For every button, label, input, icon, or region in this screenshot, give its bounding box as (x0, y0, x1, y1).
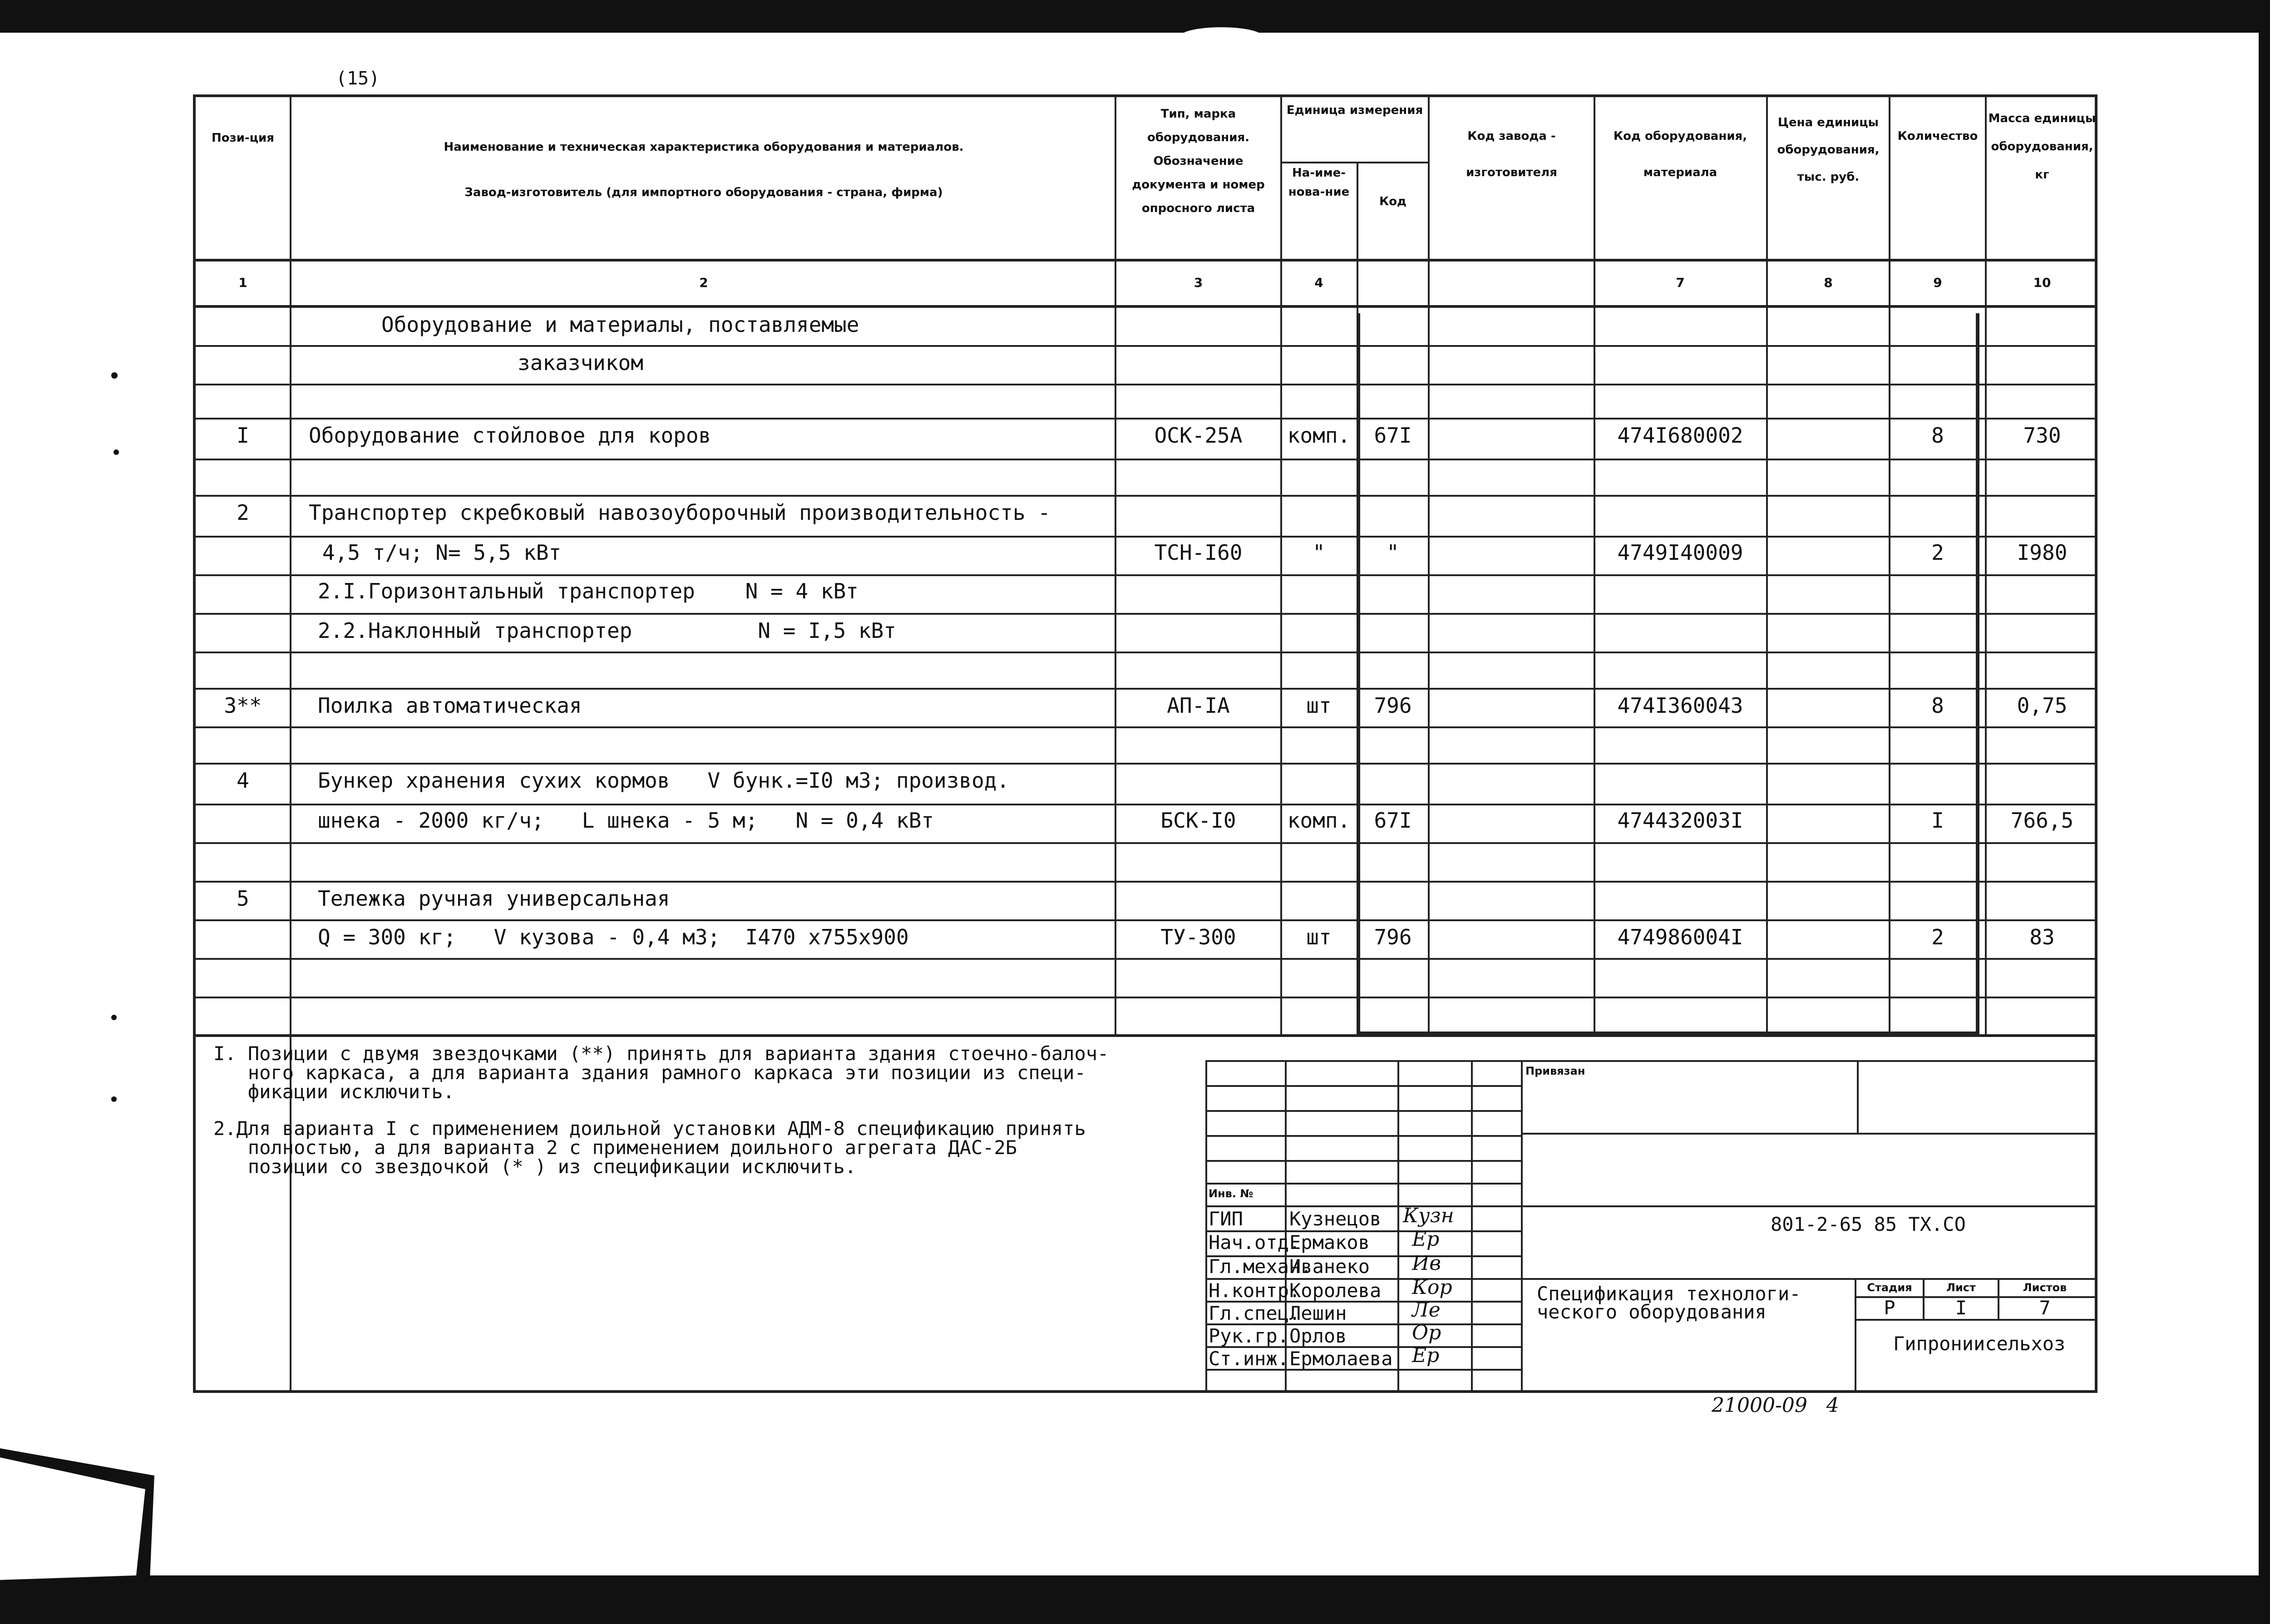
tb-sheet: I (1955, 1297, 1967, 1319)
signer-name: Ермолаева (1289, 1348, 1393, 1370)
tb-line (1521, 1060, 1523, 1393)
row-name: Бункер хранения сухих кормов V бунк.=I0 м3; производ. (318, 768, 1010, 793)
row-line (193, 958, 2097, 960)
tb-stage: Р (1884, 1297, 1895, 1319)
row-name: Q = 300 кг; V кузова - 0,4 м3; I470 х755х900 (318, 925, 909, 949)
margin-mark (111, 1015, 117, 1020)
scan-border-right (2259, 0, 2270, 1624)
row-mass: 83 (2029, 925, 2055, 949)
colnum: 4 (1314, 275, 1323, 290)
row-name: 4,5 т/ч; N= 5,5 кВт (322, 540, 562, 565)
row-line (193, 726, 2097, 728)
scan-border-top (0, 0, 2270, 33)
header-col-name-line1: Наименование и техническая характеристика оборудования и материалов. (444, 140, 964, 154)
colnum: 10 (2033, 275, 2051, 290)
row-type: БСК-I0 (1160, 808, 1236, 833)
row-unit-code: 796 (1374, 925, 1412, 949)
row-unit-code: 67I (1374, 808, 1412, 833)
scan-notch (1180, 27, 1262, 45)
tb-line (1855, 1278, 1856, 1393)
row-position: I (237, 423, 249, 448)
row-position: 2 (237, 500, 249, 525)
signer-signature: Ер (1412, 1344, 1440, 1367)
row-line (193, 804, 2097, 805)
tb-doc-code: 801-2-65 85 ТХ.СО (1771, 1213, 1966, 1235)
header-col-unit-group: Единица измерения (1286, 104, 1423, 117)
tb-line (1521, 1133, 2097, 1135)
row-unit: комп. (1287, 808, 1351, 833)
tb-title-line2: ческого оборудования (1537, 1301, 1767, 1323)
row-line (193, 574, 2097, 576)
row-code: 474I360043 (1617, 693, 1743, 718)
margin-mark (111, 1096, 117, 1102)
row-line (193, 652, 2097, 653)
row-unit-code: 796 (1374, 693, 1412, 718)
row-type: ТУ-300 (1160, 925, 1236, 949)
tb-line (1205, 1205, 2097, 1207)
scan-border-bottom (0, 1575, 2270, 1624)
signer-role: Рук.гр. (1209, 1325, 1289, 1347)
row-qty: 8 (1931, 693, 1944, 718)
header-col-plant-code: Код завода - изготовителя (1466, 129, 1557, 179)
row-qty: 2 (1931, 925, 1944, 949)
row-line (193, 459, 2097, 460)
header-col-unit-code: Код (1379, 195, 1407, 208)
section-title-line1: Оборудование и материалы, поставляемые (381, 312, 859, 337)
row-line (193, 842, 2097, 844)
header-col-mass: Масса единицы оборудования, кг (1988, 112, 2096, 182)
row-qty: 2 (1931, 540, 1944, 565)
row-mass: 766,5 (2010, 808, 2074, 833)
signer-signature: Кузн (1403, 1204, 1454, 1227)
header-col-price: Цена единицы оборудования, тыс. руб. (1777, 116, 1880, 184)
row-line (193, 495, 2097, 497)
tb-line (1205, 1160, 1521, 1162)
signer-name: Орлов (1289, 1325, 1347, 1347)
row-unit-code: 67I (1374, 423, 1412, 448)
tb-line (1205, 1183, 1521, 1185)
row-line (193, 881, 2097, 883)
margin-mark (114, 449, 119, 455)
row-line (193, 384, 2097, 385)
col-line (1280, 94, 1282, 1034)
row-code: 4749I40009 (1617, 540, 1743, 565)
header-col-unit-name: На-име-нова-ние (1288, 166, 1350, 199)
colnum: 8 (1824, 275, 1833, 290)
row-qty: 8 (1931, 423, 1944, 448)
row-code: 474I680002 (1617, 423, 1743, 448)
row-line (193, 688, 2097, 690)
signer-signature: Ор (1412, 1321, 1441, 1344)
row-position: 5 (237, 886, 249, 911)
signer-role: Нач.отд. (1209, 1231, 1301, 1254)
signer-name: Кузнецов (1289, 1208, 1382, 1230)
header-col-position: Пози-ция (212, 131, 274, 145)
row-line (193, 536, 2097, 538)
tb-sheets-label: Листов (2023, 1281, 2067, 1294)
row-name: Тележка ручная универсальная (318, 886, 670, 911)
section-title-line2: заказчиком (518, 350, 643, 375)
numbers-bottom-line (193, 305, 2097, 308)
row-unit: шт (1306, 693, 1332, 718)
row-line (193, 997, 2097, 998)
signer-signature: Ив (1412, 1252, 1441, 1275)
row-type: АП-IА (1167, 693, 1230, 718)
signer-role: Гл.механ. (1209, 1255, 1312, 1278)
colnum: 2 (699, 275, 708, 290)
table-bottom-line (193, 1034, 2097, 1037)
tb-sheets: 7 (2039, 1297, 2051, 1319)
tb-line (1855, 1319, 2097, 1321)
tb-stage-label: Стадия (1867, 1281, 1912, 1294)
row-name: Оборудование стойловое для коров (309, 423, 711, 448)
tb-sheet-label: Лист (1946, 1281, 1976, 1294)
signer-role: ГИП (1209, 1208, 1243, 1230)
row-line (193, 418, 2097, 420)
tb-organization: Гипрониисельхоз (1893, 1333, 2066, 1355)
row-unit: комп. (1287, 423, 1351, 448)
col-line (1985, 94, 1987, 1034)
tb-inv-no: Инв. № (1209, 1187, 1253, 1200)
colnum: 7 (1676, 275, 1685, 290)
row-code: 474986004I (1617, 925, 1743, 949)
row-line (193, 345, 2097, 347)
row-line (193, 919, 2097, 921)
row-name: шнека - 2000 кг/ч; L шнека - 5 м; N = 0,4 кВт (318, 808, 934, 833)
row-mass: I980 (2017, 540, 2068, 565)
tb-line (1205, 1085, 1521, 1087)
signer-role: Н.контр. (1209, 1279, 1301, 1302)
row-line (193, 613, 2097, 615)
row-subitem: 2.2.Наклонный транспортер N = I,5 кВт (318, 618, 896, 643)
note-1: I. Позиции с двумя звездочками (**) принять для варианта здания стоечно-балоч- ного каркаса, а для варианта здания рамного каркаса эти позиции из специ- фикации исключить. (213, 1042, 1109, 1103)
col-line (290, 94, 291, 1393)
tb-line (1857, 1060, 1859, 1133)
row-unit: " (1313, 540, 1325, 565)
signer-name: Королева (1289, 1279, 1382, 1302)
signer-signature: Ле (1412, 1298, 1441, 1322)
row-mass: 730 (2023, 423, 2061, 448)
header-col-type: Тип, марка оборудования. Обозначение документа и номер опросного листа (1132, 107, 1265, 215)
row-mass: 0,75 (2017, 693, 2068, 718)
row-name: Транспортер скребковый навозоуборочный производительность - (309, 500, 1051, 525)
signer-signature: Кор (1412, 1276, 1452, 1299)
row-line (193, 763, 2097, 765)
note-2: 2.Для варианта I с применением доильной установки АДМ-8 спецификацию принять полностью, а для варианта 2 с применением доильного агрегата ДАС-2Б позиции со звездочкой (* ) из спецификации исключить. (213, 1117, 1086, 1178)
page-corner-fold (0, 1448, 154, 1580)
row-qty: I (1931, 808, 1944, 833)
signer-name: Лешин (1289, 1302, 1347, 1324)
signer-name: Иванеко (1289, 1255, 1370, 1278)
signer-role: Ст.инж. (1209, 1348, 1289, 1370)
header-bottom-line (193, 259, 2097, 262)
header-col-name-line2: Завод-изготовитель (для импортного оборудования - страна, фирма) (464, 186, 943, 199)
row-type: ТСН-I60 (1154, 540, 1243, 565)
row-unit-code: " (1387, 540, 1399, 565)
margin-mark (111, 372, 118, 379)
row-unit: шт (1306, 925, 1332, 949)
colnum: 9 (1933, 275, 1942, 290)
tb-privyazan: Привязан (1525, 1065, 1585, 1077)
header-col-qty: Количество (1897, 129, 1978, 143)
footer-stamp: 21000-09 4 (1712, 1394, 1839, 1417)
colnum: 3 (1194, 275, 1203, 290)
header-col-equipment-code: Код оборудования, материала (1613, 129, 1747, 179)
row-subitem: 2.I.Горизонтальный транспортер N = 4 кВт (318, 579, 859, 603)
tb-title-line1: Спецификация технологи- (1537, 1283, 1801, 1305)
row-type: ОСК-25А (1154, 423, 1243, 448)
row-code: 474432003I (1617, 808, 1743, 833)
row-name: Поилка автоматическая (318, 693, 582, 718)
row-position: 4 (237, 768, 249, 793)
col-line (1115, 94, 1116, 1034)
signer-signature: Ер (1412, 1228, 1440, 1251)
signer-name: Ермаков (1289, 1231, 1370, 1254)
colnum: 1 (238, 275, 247, 290)
signer-role: Гл.спец. (1209, 1302, 1301, 1324)
tb-line (1205, 1135, 1521, 1137)
row-position: 3** (224, 693, 262, 718)
tb-line (1205, 1110, 1521, 1112)
top-mark: (15) (336, 68, 380, 89)
